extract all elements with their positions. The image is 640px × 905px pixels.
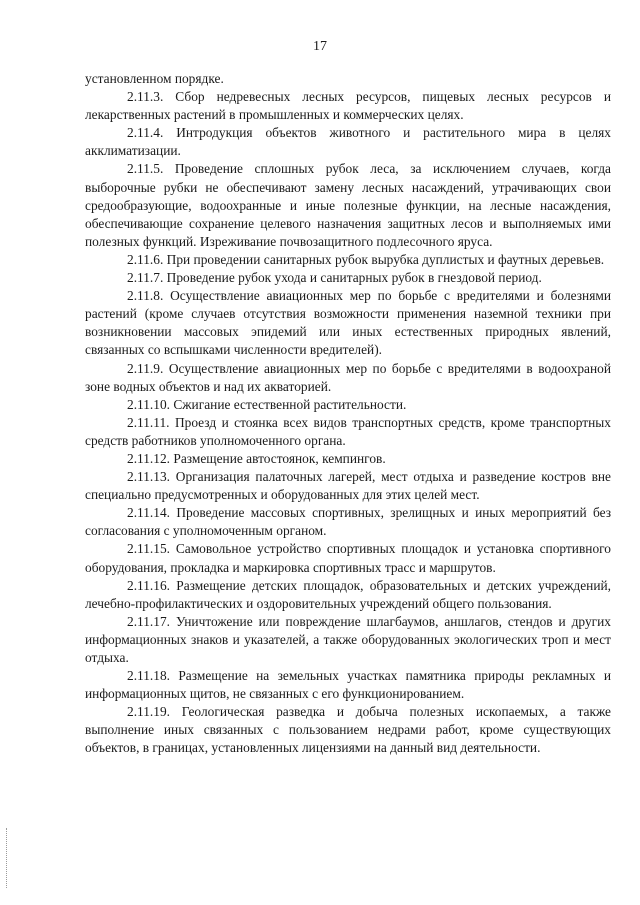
paragraph-2-11-19: 2.11.19. Геологическая разведка и добыча полезных ископаемых, а также выполнение иных связанных с пользованием недрами работ, кроме существующих объектов, в границах, установленных лицензиями на данный вид деятельности. <box>85 704 611 756</box>
paragraph-2-11-5: 2.11.5. Проведение сплошных рубок леса, за исключением случаев, когда выборочные рубки не обеспечивают замену лесных насаждений, утрачивающих свои средообразующие, водоохранные и иные полезные функции, на лесные насаждения, обеспечивающие сохранение целевого назначения защитных лесов и выполняемых ими полезных функций. Изреживание почвозащитного подлесочного яруса. <box>85 161 611 249</box>
paragraph-2-11-16: 2.11.16. Размещение детских площадок, образовательных и детских учреждений, лечебно-профилактических и оздоровительных учреждений общего пользования. <box>85 577 611 611</box>
paragraph-2-11-9: 2.11.9. Осуществление авиационных мер по борьбе с вредителями в водоохраной зоне водных объектов и над их акваторией. <box>85 360 611 394</box>
paragraph-2-11-13: 2.11.13. Организация палаточных лагерей, мест отдыха и разведение костров вне специально предусмотренных и оборудованных для этих целей мест. <box>85 469 611 503</box>
paragraph-2-11-17: 2.11.17. Уничтожение или повреждение шлагбаумов, аншлагов, стендов и других информационных знаков и указателей, а также оборудованных экологических троп и мест отдыха. <box>85 613 611 665</box>
paragraph-2-11-4: 2.11.4. Интродукция объектов животного и растительного мира в целях акклиматизации. <box>85 125 611 159</box>
scan-edge-mark <box>6 828 8 888</box>
paragraph-2-11-11: 2.11.11. Проезд и стоянка всех видов транспортных средств, кроме транспортных средств работников уполномоченного органа. <box>85 414 611 448</box>
paragraph-2-11-6: 2.11.6. При проведении санитарных рубок вырубка дуплистых и фаутных деревьев. <box>127 251 605 267</box>
paragraph-2-11-12: 2.11.12. Размещение автостоянок, кемпингов. <box>127 450 386 466</box>
paragraph-2-11-7: 2.11.7. Проведение рубок ухода и санитарных рубок в гнездовой период. <box>127 270 542 286</box>
paragraph-2-11-14: 2.11.14. Проведение массовых спортивных, зрелищных и иных мероприятий без согласования с уполномоченным органом. <box>85 505 611 539</box>
paragraph-continuation: установленном порядке. <box>85 71 224 86</box>
paragraph-2-11-8: 2.11.8. Осуществление авиационных мер по борьбе с вредителями и болезнями растений (кроме случаев отсутствия возможности применения наземной техники при возникновении массовых эпидемий или иных естественных природных явлений, связанных со вспышками численности вредителей). <box>85 288 611 358</box>
paragraph-2-11-10: 2.11.10. Сжигание естественной растительности. <box>127 396 407 412</box>
paragraph-2-11-3: 2.11.3. Сбор недревесных лесных ресурсов, пищевых лесных ресурсов и лекарственных растений в промышленных и коммерческих целях. <box>85 89 611 123</box>
document-body <box>85 70 611 758</box>
paragraph-2-11-18: 2.11.18. Размещение на земельных участках памятника природы рекламных и информационных щитов, не связанных с его функционированием. <box>85 668 611 702</box>
page-number: 17 <box>313 39 327 54</box>
paragraph-2-11-15: 2.11.15. Самовольное устройство спортивных площадок и установка спортивного оборудования, прокладка и маркировка спортивных трасс и маршрутов. <box>85 541 611 575</box>
